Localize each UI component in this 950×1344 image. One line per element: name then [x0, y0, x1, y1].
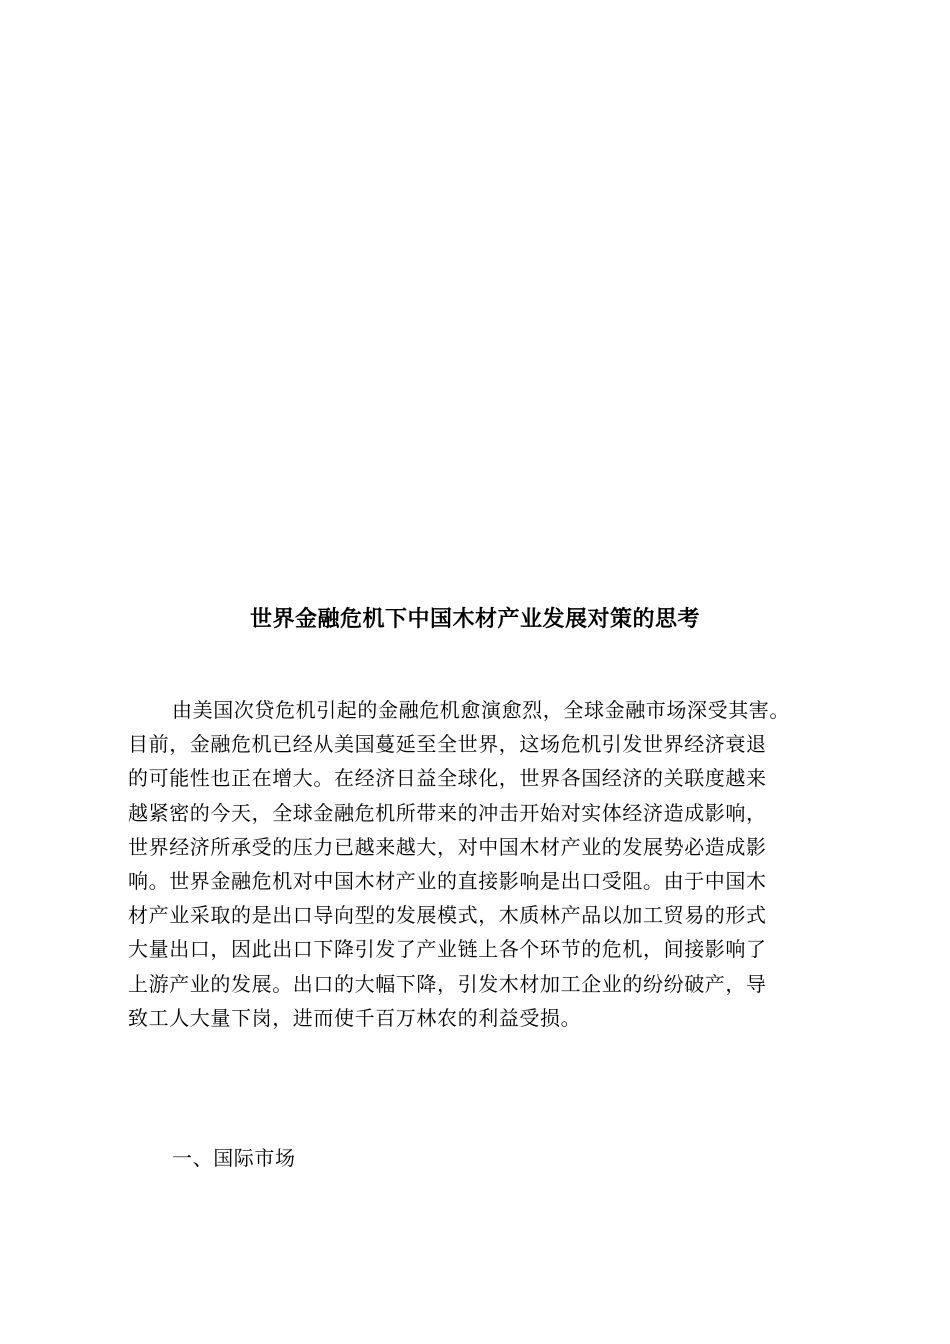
- document-title: 世界金融危机下中国木材产业发展对策的思考: [249, 607, 700, 632]
- section-heading-text: 一、国际市场: [172, 1146, 296, 1170]
- paragraph-line: 越紧密的今天，全球金融危机所带来的冲击开始对实体经济造成影响，: [128, 800, 767, 825]
- paragraph-line: 目前，金融危机已经从美国蔓延至全世界，这场危机引发世界经济衰退: [128, 732, 767, 757]
- paragraph-line: 响。世界金融危机对中国木材产业的直接影响是出口受阻。由于中国木: [128, 869, 767, 894]
- paragraph-line: 上游产业的发展。出口的大幅下降，引发木材加工企业的纷纷破产，导: [128, 971, 767, 996]
- section-heading: [128, 1141, 846, 1175]
- intro-paragraph: [128, 693, 846, 1035]
- paragraph-line: 致工人大量下岗，进而使千百万林农的利益受损。: [128, 1005, 582, 1030]
- paragraph-line: 由美国次贷危机引起的金融危机愈演愈烈，全球金融市场深受其害。: [172, 698, 790, 722]
- paragraph-line: 世界经济所承受的压力已越来越大，对中国木材产业的发展势必造成影: [128, 834, 767, 859]
- paragraph-line: 的可能性也正在增大。在经济日益全球化，世界各国经济的关联度越来: [128, 766, 767, 791]
- paragraph-line: 大量出口，因此出口下降引发了产业链上各个环节的危机，间接影响了: [128, 937, 767, 962]
- paragraph-line: 材产业采取的是出口导向型的发展模式，木质林产品以加工贸易的形式: [128, 903, 767, 928]
